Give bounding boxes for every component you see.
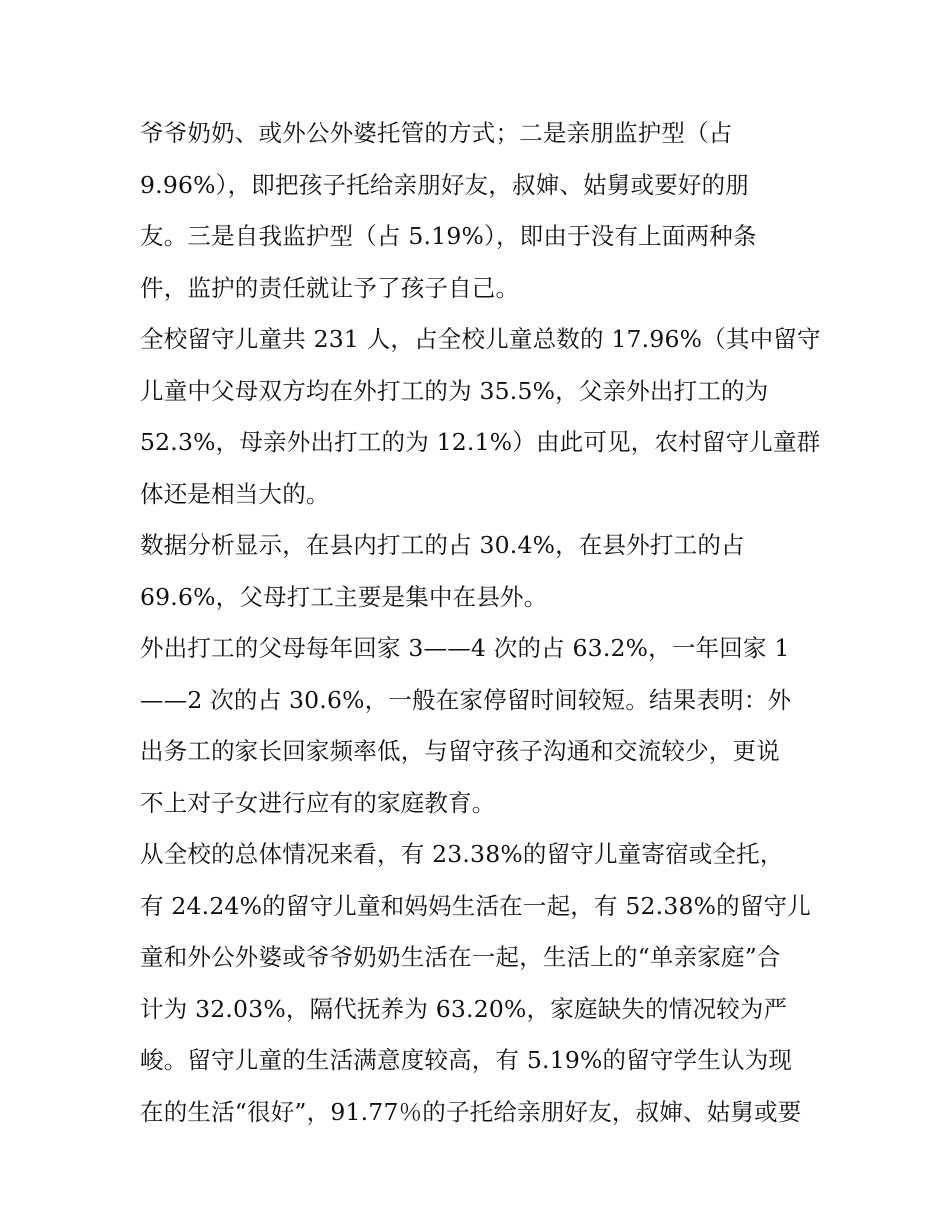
text-line-10: 69.6%，父母打工主要是集中在县外。 [140, 582, 548, 611]
text-line-20: 在的生活“很好”，91.77％的子托给亲朋好友，叔婶、姑舅或要 [140, 1097, 802, 1126]
body-text [140, 108, 820, 1138]
text-line-14: 不上对子女进行应有的家庭教育。 [140, 788, 496, 817]
text-line-9: 数据分析显示，在县内打工的占 30.4%，在县外打工的占 [140, 531, 745, 559]
text-line-7: 52.3%，母亲外出打工的为 12.1%）由此可见，农村留守儿童群 [140, 428, 821, 456]
text-line-8: 体还是相当大的。 [140, 479, 330, 508]
text-line-19: 峻。留守儿童的生活满意度较高，有 5.19%的留守学生认为现 [140, 1046, 793, 1074]
text-line-3: 友。三是自我监护型（占 5.19%），即由于没有上面两种条 [140, 222, 757, 250]
text-line-4: 件，监护的责任就让予了孩子自己。 [140, 273, 520, 302]
text-line-12: ——2 次的占 30.6%，一般在家停留时间较短。结果表明：外 [140, 685, 792, 714]
text-line-11: 外出打工的父母每年回家 3——4 次的占 63.2%，一年回家 1 [140, 634, 790, 662]
text-line-6: 儿童中父母双方均在外打工的为 35.5%，父亲外出打工的为 [140, 376, 769, 405]
text-line-13: 出务工的家长回家频率低，与留守孩子沟通和交流较少，更说 [140, 737, 780, 765]
text-line-2: 9.96%），即把孩子托给亲朋好友，叔婶、姑舅或要好的朋 [140, 170, 750, 199]
text-line-16: 有 24.24%的留守儿童和妈妈生活在一起，有 52.38%的留守儿 [140, 891, 811, 920]
text-line-1: 爷爷奶奶、或外公外婆托管的方式；二是亲朋监护型（占 [140, 119, 733, 147]
text-line-18: 计为 32.03%，隔代抚养为 63.20%，家庭缺失的情况较为严 [140, 994, 788, 1023]
text-line-15: 从全校的总体情况来看，有 23.38%的留守儿童寄宿或全托， [140, 840, 784, 868]
text-line-5: 全校留守儿童共 231 人，占全校儿童总数的 17.96%（其中留守 [140, 325, 821, 353]
text-line-17: 童和外公外婆或爷爷奶奶生活在一起，生活上的“单亲家庭”合 [140, 943, 781, 971]
